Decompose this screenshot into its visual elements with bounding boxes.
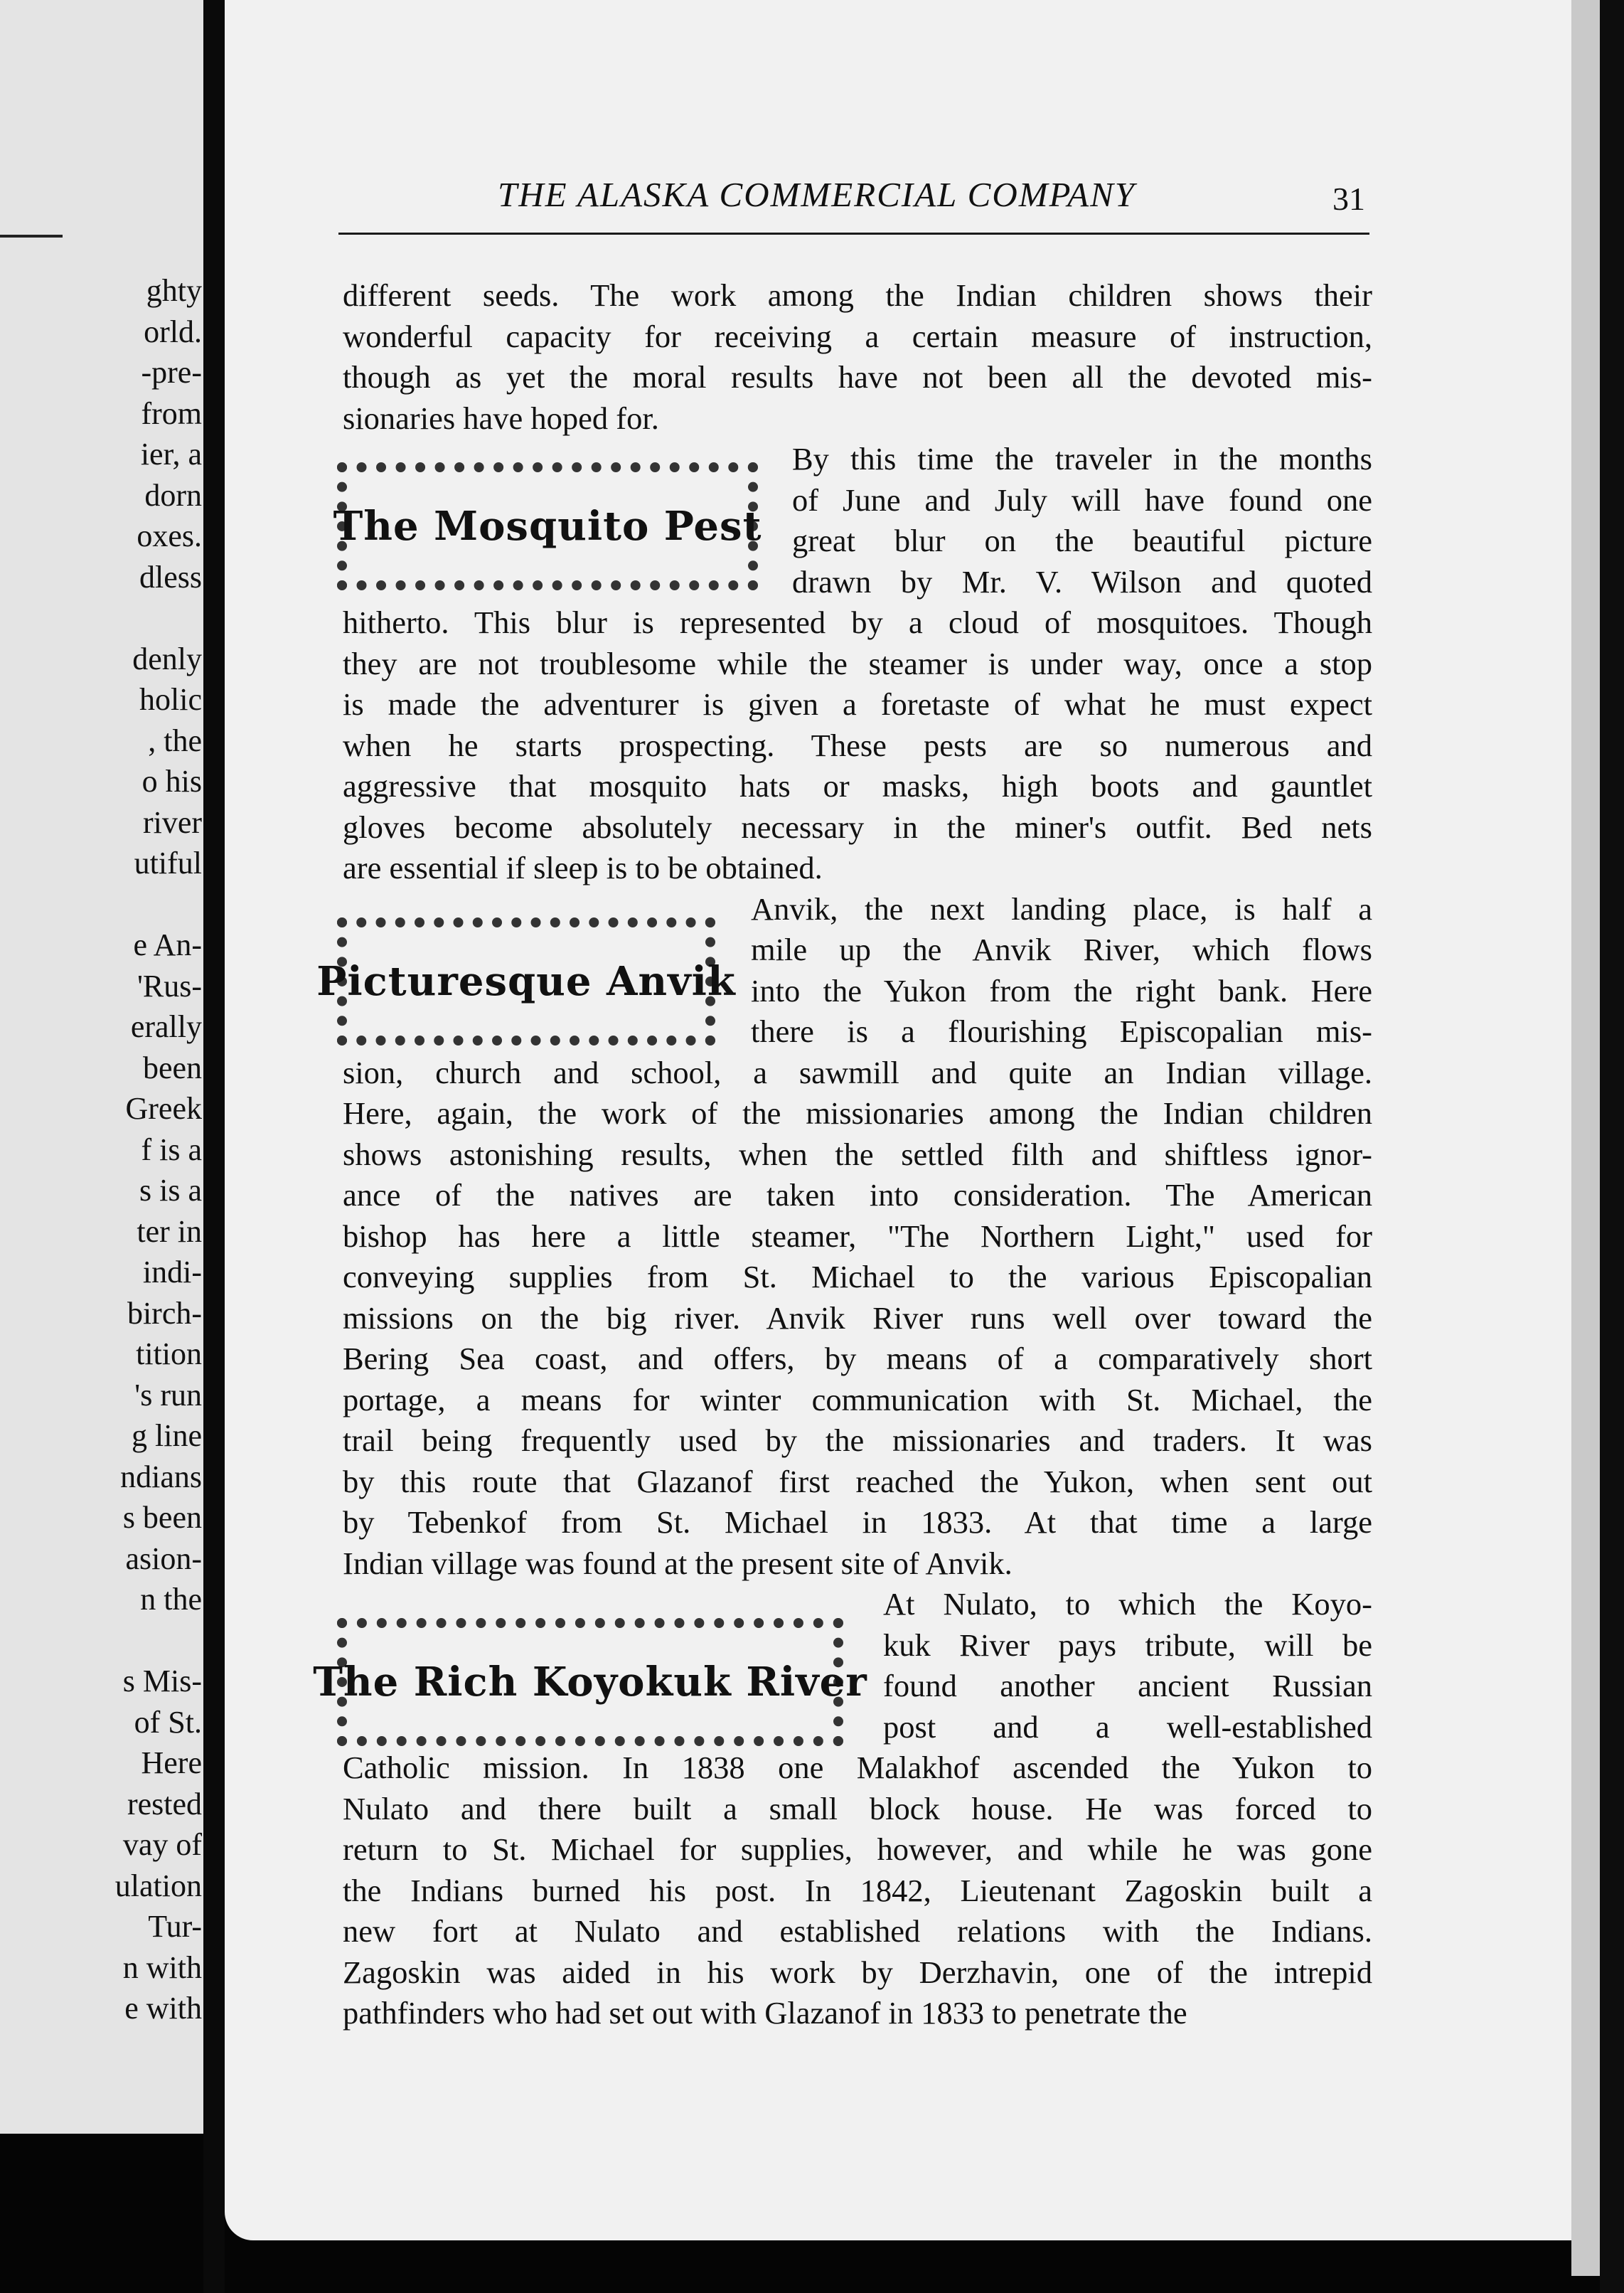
- body-line: found another ancient Russian: [883, 1668, 1372, 1703]
- body-line: Zagoskin was aided in his work by Derzhavin, one of the intrepid: [343, 1954, 1372, 1990]
- body-line: kuk River pays tribute, will be: [883, 1627, 1372, 1663]
- facing-page-line: g line: [132, 1418, 202, 1453]
- facing-page-line: [115, 884, 202, 925]
- body-line: the Indians burned his post. In 1842, Lieutenant Zagoskin built a: [343, 1872, 1372, 1908]
- body-line: new fort at Nulato and established relations with the Indians.: [343, 1913, 1372, 1949]
- body-line: trail being frequently used by the missionaries and traders. It was: [343, 1422, 1372, 1458]
- body-line: though as yet the moral results have not been all the devoted mis-: [343, 359, 1372, 395]
- body-line: missions on the big river. Anvik River runs well over toward the: [343, 1299, 1372, 1336]
- body-line: by this route that Glazanof first reached the Yukon, when sent out: [343, 1463, 1372, 1499]
- facing-page-line: f is a: [141, 1132, 202, 1167]
- facing-page-line: ulation: [114, 1868, 202, 1903]
- body-line: drawn by Mr. V. Wilson and quoted: [792, 563, 1372, 600]
- body-line: pathfinders who had set out with Glazanof in 1833 to penetrate the: [343, 1995, 1187, 2031]
- running-title: THE ALASKA COMMERCIAL COMPANY: [498, 175, 1136, 214]
- facing-page-line: indi-: [142, 1255, 202, 1289]
- body-line: aggressive that mosquito hats or masks, high boots and gauntlet: [343, 768, 1372, 804]
- page-edge-shadow: [1600, 0, 1624, 2293]
- body-line: Indian village was found at the present site of Anvik.: [343, 1545, 1013, 1581]
- facing-page-line: s been: [122, 1500, 202, 1535]
- body-line: mile up the Anvik River, which flows: [751, 932, 1372, 967]
- body-line: different seeds. The work among the Indian children shows their: [343, 277, 1372, 313]
- body-line: great blur on the beautiful picture: [792, 523, 1372, 558]
- facing-page-line: river: [142, 804, 202, 840]
- facing-page-line: from: [141, 395, 202, 431]
- facing-page-line: 's run: [134, 1377, 202, 1412]
- body-line: are essential if sleep is to be obtained.: [343, 850, 823, 885]
- sidehead-mosquito-label: The Mosquito Pest: [333, 503, 762, 550]
- facing-page-line: ter in: [137, 1213, 202, 1249]
- facing-page-line: orld.: [144, 314, 202, 349]
- facing-page-line: [115, 597, 202, 639]
- facing-page-line: 'Rus-: [137, 968, 202, 1004]
- facing-page-line: Greek: [125, 1091, 202, 1126]
- body-line: hitherto. This blur is represented by a cloud of mosquitoes. Though: [343, 605, 1372, 640]
- facing-page-line: denly: [132, 641, 202, 676]
- facing-page-line: [115, 1620, 202, 1661]
- facing-page-line: oxes.: [137, 518, 202, 553]
- body-line: Bering Sea coast, and offers, by means of a comparatively short: [343, 1341, 1372, 1376]
- facing-page-line: vay of: [122, 1827, 202, 1862]
- facing-page-line: birch-: [127, 1295, 202, 1331]
- body-line: when he starts prospecting. These pests are so numerous and: [343, 727, 1372, 763]
- facing-page-line: dless: [139, 559, 202, 595]
- body-line: At Nulato, to which the Koyo-: [883, 1586, 1372, 1622]
- facing-page-line: e An-: [133, 927, 202, 962]
- body-line: shows astonishing results, when the settled filth and shiftless ignor-: [343, 1136, 1372, 1172]
- body-line: by Tebenkof from St. Michael in 1833. At that time a large: [343, 1504, 1372, 1540]
- body-line: Anvik, the next landing place, is half a: [751, 890, 1372, 927]
- body-line: sion, church and school, a sawmill and quite an Indian village.: [343, 1054, 1372, 1090]
- body-line: bishop has here a little steamer, "The Northern Light," used for: [343, 1218, 1372, 1254]
- facing-page-rule: [0, 235, 63, 238]
- facing-page-line: e with: [124, 1991, 202, 2026]
- sidehead-mosquito-pest: [333, 462, 762, 590]
- facing-page-fragment: [0, 0, 205, 2134]
- body-line: there is a flourishing Episcopalian mis-: [751, 1014, 1372, 1049]
- facing-page-line: been: [142, 1050, 202, 1085]
- sidehead-anvik-label: Picturesque Anvik: [316, 958, 736, 1005]
- body-line: of June and July will have found one: [792, 482, 1372, 518]
- facing-page-line: dorn: [144, 477, 202, 513]
- sidehead-koyokuk-river: [313, 1618, 867, 1746]
- facing-page-line: n the: [140, 1582, 202, 1617]
- facing-page-line: ghty: [146, 273, 202, 308]
- facing-page-line: n with: [122, 1949, 202, 1985]
- facing-page-line: utiful: [134, 846, 202, 881]
- body-line: return to St. Michael for supplies, however, and while he was gone: [343, 1831, 1372, 1867]
- body-line: they are not troublesome while the steamer is under way, once a stop: [343, 645, 1372, 681]
- facing-page-line: s is a: [139, 1173, 202, 1208]
- body-line: Catholic mission. In 1838 one Malakhof ascended the Yukon to: [343, 1750, 1372, 1785]
- body-line: wonderful capacity for receiving a certain measure of instruction,: [343, 318, 1372, 354]
- body-line: portage, a means for winter communication with St. Michael, the: [343, 1381, 1372, 1417]
- facing-page-line: of St.: [134, 1704, 202, 1740]
- facing-page-line: -pre-: [141, 355, 202, 390]
- body-line: By this time the traveler in the months: [792, 441, 1372, 477]
- facing-page-line: ier, a: [140, 437, 202, 472]
- page-number: 31: [1332, 181, 1365, 217]
- facing-page-line: holic: [139, 682, 202, 717]
- page-edge: [1571, 0, 1600, 2276]
- facing-page-line: erally: [130, 1009, 202, 1044]
- body-line: ance of the natives are taken into consideration. The American: [343, 1177, 1372, 1213]
- body-line: gloves become absolutely necessary in the miner's outfit. Bed nets: [343, 809, 1372, 845]
- running-header: [341, 174, 1365, 218]
- body-line: post and a well-established: [883, 1708, 1372, 1745]
- body-line: Nulato and there built a small block house. He was forced to: [343, 1790, 1372, 1826]
- facing-page-line: s Mis-: [122, 1664, 202, 1698]
- facing-page-text: [115, 270, 202, 2029]
- header-rule: [338, 233, 1369, 235]
- body-line: is made the adventurer is given a foretaste of what he must expect: [343, 686, 1372, 722]
- facing-page-line: , the: [148, 723, 202, 758]
- body-line: sionaries have hoped for.: [343, 400, 659, 436]
- body-line: conveying supplies from St. Michael to the various Episcopalian: [343, 1259, 1372, 1294]
- body-line: into the Yukon from the right bank. Here: [751, 972, 1372, 1009]
- book-gutter: [203, 0, 225, 2293]
- body-line: Here, again, the work of the missionaries among the Indian children: [343, 1095, 1372, 1131]
- facing-page-line: Tur-: [148, 1909, 202, 1944]
- facing-page-line: asion-: [125, 1541, 202, 1576]
- facing-page-line: Here: [141, 1745, 202, 1780]
- facing-page-line: tition: [136, 1336, 202, 1371]
- facing-page-line: ndians: [120, 1459, 202, 1494]
- sidehead-koyokuk-label: The Rich Koyokuk River: [313, 1659, 867, 1706]
- facing-page-line: rested: [127, 1786, 202, 1821]
- facing-page-line: o his: [141, 764, 202, 799]
- sidehead-picturesque-anvik: [316, 917, 736, 1046]
